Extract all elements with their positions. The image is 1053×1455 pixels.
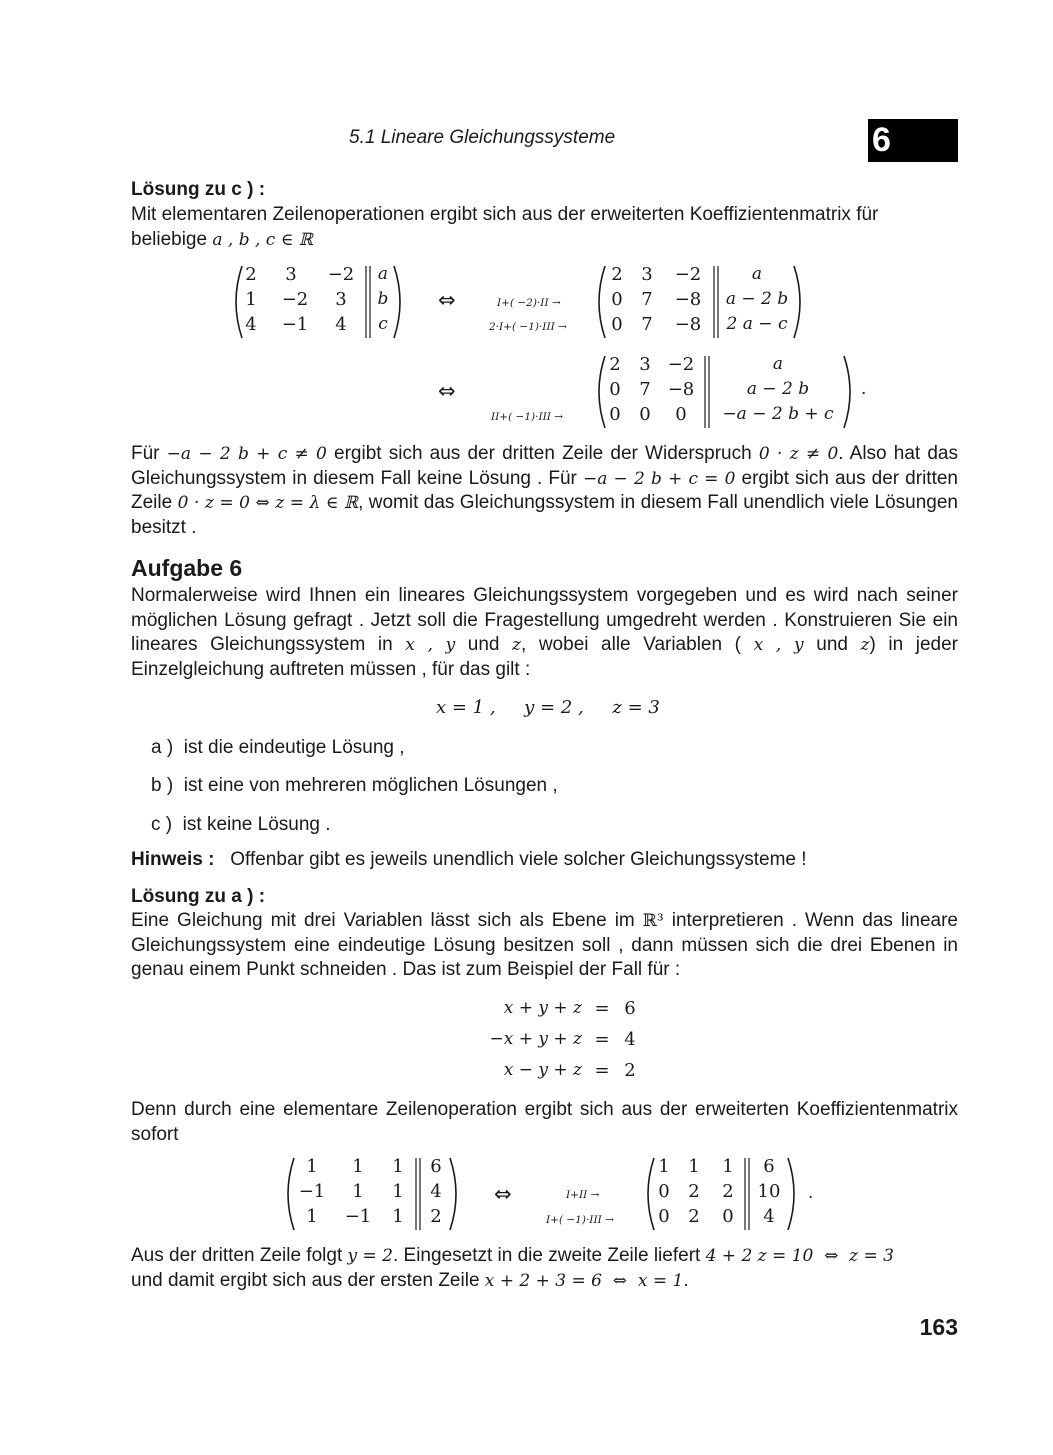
matrix-5: 1 1 1 6 0 2 2 10 0 2 0 4 (658, 1156, 781, 1227)
loesung-a-text: Eine Gleichung mit drei Variablen lässt sich als Ebene im ℝ³ interpretieren . Wenn das lineare Gleichungssystem eine eindeutige Lösung besitzen soll , dann müssen sich die drei Ebenen in genau einem Punkt schneiden . Das ist zum Beispiel der Fall für : (131, 910, 958, 980)
loesung-a-heading: Lösung zu a ) : (131, 886, 266, 907)
matrix-4: 1 1 1 6 −1 1 1 4 1 −1 1 2 (298, 1156, 442, 1227)
row-op-label: I+( −2)·II → (497, 297, 561, 309)
matrix-2: 2 3 −2 a 0 7 −8 a − 2 b 0 7 −8 2 a − c (611, 264, 789, 335)
row-op-label: 2·I+( −1)·III → (489, 321, 567, 333)
row-op-label: II+( −1)·III → (491, 411, 564, 423)
hint: Hinweis : Offenbar gibt es jeweils unendlich viele solcher Gleichungssysteme ! (131, 849, 807, 870)
equiv-symbol: ⇔ (438, 288, 456, 312)
section-title: 5.1 Lineare Gleichungssysteme (349, 127, 616, 148)
list-item-c: c ) ist keine Lösung . (151, 814, 331, 835)
denn-text: Denn durch eine elementare Zeilenoperation ergibt sich aus der erweiterten Koeffizientenmatrix sofort (131, 1099, 958, 1145)
loesung-c-intro: Mit elementaren Zeilenoperationen ergibt sich aus der erweiterten Koeffizientenmatrix für beliebige a , b , c ∈ ℝ (131, 204, 879, 250)
equiv-symbol: ⇔ (438, 379, 456, 403)
aufgabe-6-text: Normalerweise wird Ihnen ein lineares Gleichungssystem vorgegeben und es wird nach seiner möglichen Lösung gefragt . Jetzt soll die Fragestellung umgedreht werden . Konstruieren Sie ein lineares Gleichungssystem in x , y und z, wobei alle Variablen ( x , y und z) in jeder Einzelgleichung auftreten müssen , für das gilt : (131, 585, 958, 680)
fuer-paragraph: Für −a − 2 b + c ≠ 0 ergibt sich aus der dritten Zeile der Widerspruch 0 · z ≠ 0. Also hat das Gleichungssystem in diesem Fall keine Lösung . Für −a − 2 b + c = 0 ergibt sich aus der dritten Zeile 0 · z = 0 ⇔ z = λ ∈ ℝ, womit das Gleichungssystem in diesem Fall unendlich viele Lösungen besitzt . (131, 443, 958, 538)
row-op-label: I+( −1)·III → (546, 1214, 614, 1226)
solution-display: x = 1 , y = 2 , z = 3 (436, 697, 660, 718)
equation-system: x + y + z = 6 −x + y + z = 4 x − y + z = 2 (489, 998, 636, 1081)
list-item-a: a ) ist die eindeutige Lösung , (151, 737, 405, 758)
period: . (808, 1182, 814, 1203)
chapter-number: 6 (868, 119, 958, 162)
period: . (861, 378, 867, 399)
loesung-c-heading: Lösung zu c ) : (131, 179, 266, 200)
list-item-b: b ) ist eine von mehreren möglichen Lösungen , (151, 775, 558, 796)
matrix-1: 2 3 −2 a 1 −2 3 b 4 −1 4 c (245, 264, 389, 335)
aus-paragraph-line1: Aus der dritten Zeile folgt y = 2. Eingesetzt in die zweite Zeile liefert 4 + 2 z = 10 ⇔ z = 3 (131, 1245, 894, 1266)
row-op-label: I+II → (566, 1189, 600, 1201)
equiv-symbol: ⇔ (494, 1182, 512, 1206)
aus-paragraph-line2: und damit ergibt sich aus der ersten Zeile x + 2 + 3 = 6 ⇔ x = 1. (131, 1270, 689, 1291)
page-number: 163 (919, 1314, 958, 1340)
aufgabe-6-heading: Aufgabe 6 (131, 555, 243, 581)
matrix-3: 2 3 −2 a 0 7 −8 a − 2 b 0 0 0 −a − 2 b + c (609, 354, 834, 425)
